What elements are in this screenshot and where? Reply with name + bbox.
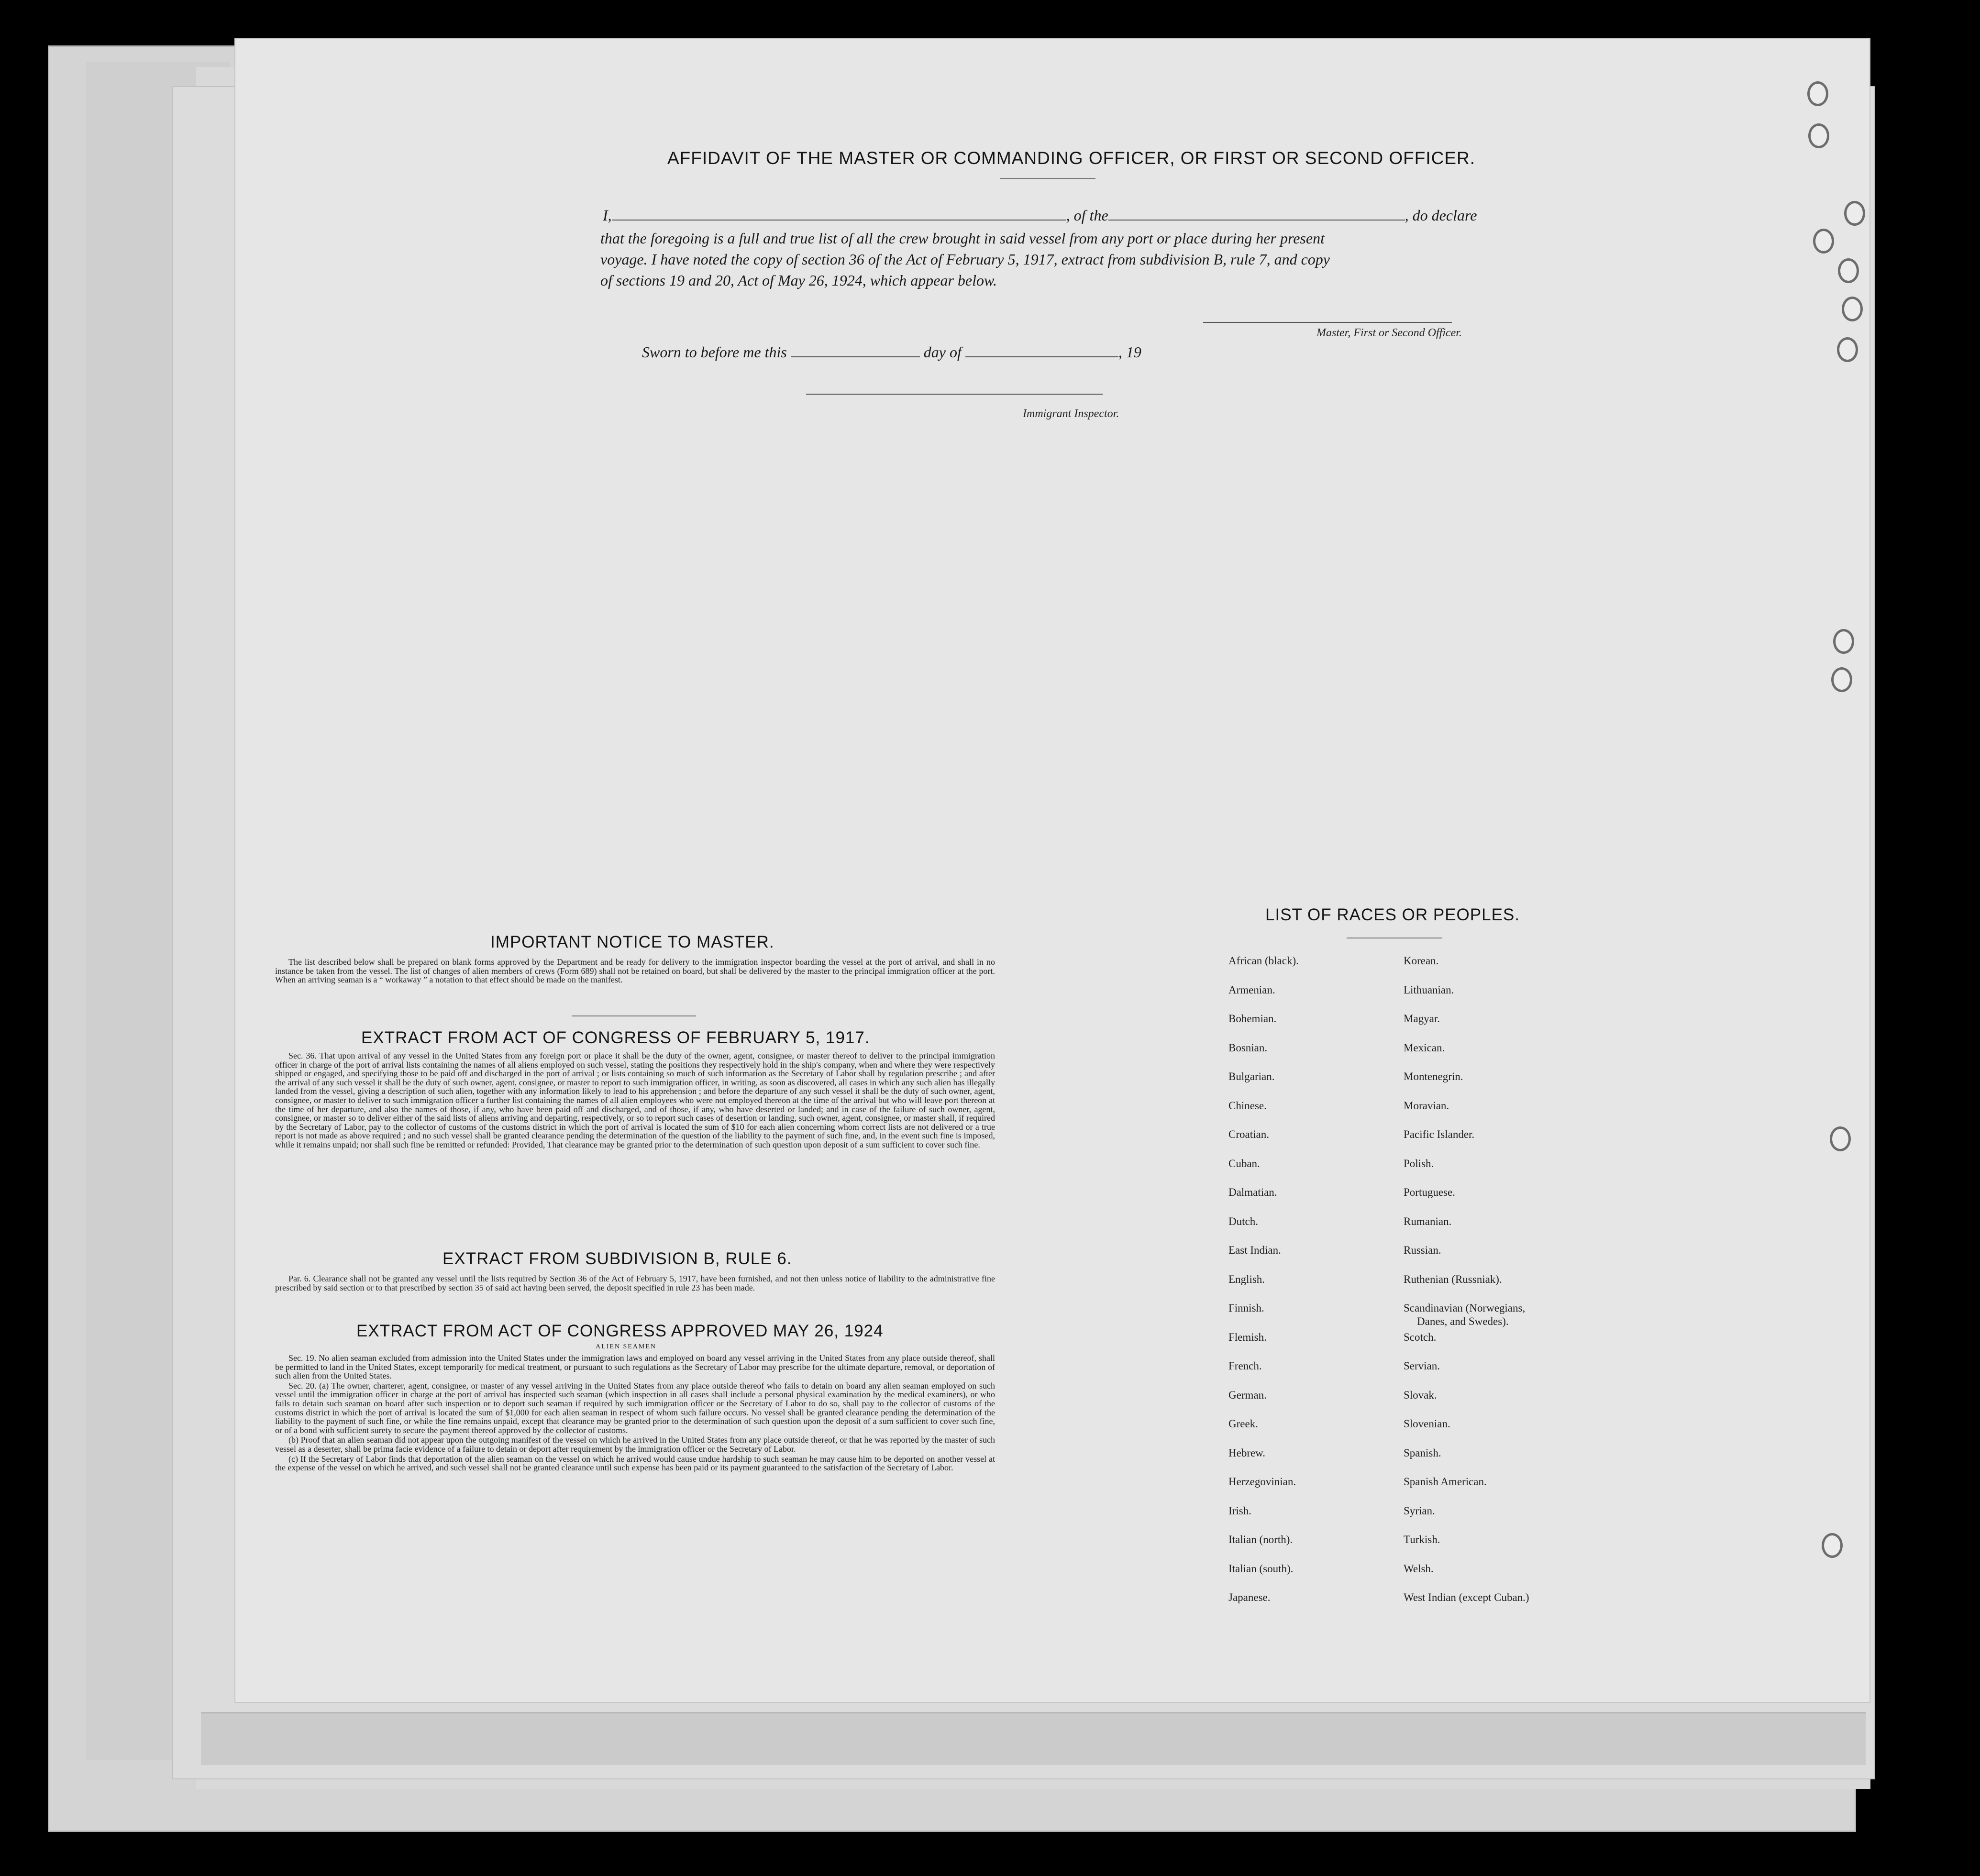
race-item: East Indian.: [1228, 1244, 1281, 1256]
section-20a-paragraph: Sec. 20. (a) The owner, charterer, agent, consignee, or master of any vessel arriving in the United States from any place outside thereof who fails to detain on board any alien seaman employed on such vessel until the immigration officer in charge at the port of arrival has inspected such seaman (which inspection in all cases shall include a personal physical examination by the medical examiners), or who fails to detain such seaman on board after such inspection or to deport such seaman if required by such immigration officer or the Secretary of Labor to do so, shall pay to the collector of customs of the customs district in which the port of arrival is located the sum of $1,000 for each alien seaman in respect of whom such failure occurs. No vessel shall be granted clearance pending the determination of the liability to the payment of such fine, or while the fine remains unpaid, except that clearance may be granted prior to the determination of such question upon the deposit of a sum sufficient to cover such fine, or of a bond with sufficient surety to secure the payment thereof approved by the collector of customs.: [275, 1380, 995, 1435]
race-item: Slovenian.: [1404, 1418, 1450, 1430]
inspector-label: Immigrant Inspector.: [1023, 408, 1119, 420]
alien-seamen-heading: ALIEN SEAMEN: [596, 1343, 657, 1350]
race-item: Scotch.: [1404, 1331, 1437, 1343]
race-item: English.: [1228, 1273, 1265, 1285]
section-36-paragraph: Sec. 36. That upon arrival of any vessel in the United States from any foreign port or place it shall be the duty of the owner, agent, consignee, or master thereof to deliver to the principal immigration officer in charge of the port of arrival lists containing the names of all aliens employed on such vessel, stating the positions they respectively hold in the ship's company, when and where they were respectively shipped or engaged, and specifying those to be paid off and discharged in the port of arrival ; or lists containing so much of such information as the Secretary of Labor shall by regulation prescribe ; and after the arrival of any such vessel it shall be the duty of such owner, agent, consignee, or master to report to such immigration officer, in writing, as soon as discovered, all cases in which any such alien has illegally landed from the vessel, giving a description of such alien, together with any information likely to lead to his apprehension ; and before the departure of any such vessel it shall be the duty of such owner, agent, consignee, or master to deliver to such immigration officer a further list containing the names of all alien employees who were not employed thereon at the time of the arrival but who will leave port thereon at the time of her departure, and also the names of those, if any, who have been paid off and discharged, and of those, if any, who have deserted or landed; and in case of the failure of such owner, agent, consignee, or master so to deliver either of the said lists of aliens arriving and departing, respectively, or so to report such cases of desertion or landing, such owner, agent, consignee, or master shall, if required by the Secretary of Labor, pay to the collector of customs of the customs district in which the port of arrival is located the sum of $10 for each alien concerning whom correct lists are not delivered or a true report is not made as above required ; and no such vessel shall be granted clearance pending the determination of the question of the liability to the payment of such fine, and, in the event such fine is imposed, while it remains unpaid; nor shall such fine be remitted or refunded: Provided, That clearance may be granted prior to the determination of such question upon deposit of a sum sufficient to cover such fine.: [275, 1051, 995, 1149]
notice-text: [275, 958, 995, 985]
race-item: Welsh.: [1404, 1562, 1434, 1575]
binder-hole: [1833, 629, 1854, 654]
subdivision-title: EXTRACT FROM SUBDIVISION B, RULE 6.: [442, 1249, 792, 1268]
affidavit-line-2: that the foregoing is a full and true list of all the crew brought in said vessel from any port or place during her present: [600, 230, 1325, 247]
extract-1924-title: EXTRACT FROM ACT OF CONGRESS APPROVED MAY 26, 1924: [356, 1322, 884, 1340]
month-blank: [965, 345, 1118, 357]
race-item: Mexican.: [1404, 1041, 1445, 1054]
race-item: African (black).: [1228, 955, 1299, 967]
signature-line: [1203, 322, 1452, 323]
race-item: Armenian.: [1228, 983, 1275, 996]
race-item: Herzegovinian.: [1228, 1476, 1296, 1488]
affidavit-line-1: [603, 207, 1477, 224]
race-item: Rumanian.: [1404, 1215, 1452, 1227]
race-item: Hebrew.: [1228, 1446, 1266, 1459]
race-item: Irish.: [1228, 1504, 1251, 1517]
race-item: Lithuanian.: [1404, 983, 1454, 996]
extract-1917-title: EXTRACT FROM ACT OF CONGRESS OF FEBRUARY 5, 1917.: [361, 1028, 870, 1047]
section-19-paragraph: Sec. 19. No alien seaman excluded from admission into the United States under the immigration laws and employed on board any vessel arriving in the United States from any place outside thereof, shall be permitted to land in the United States, except temporarily for medical treatment, or pursuant to such regulations as the Secretary of Labor may prescribe for the ultimate departure, removal, or deportation of such alien from the United States.: [275, 1353, 995, 1381]
races-column-1: [1228, 955, 1299, 1621]
race-item: Bosnian.: [1228, 1041, 1268, 1054]
binder-hole: [1808, 123, 1829, 148]
notice-paragraph: The list described below shall be prepared on blank forms approved by the Department and be ready for delivery to the immigration inspector boarding the vessel at the port of arrival, and shall in no instance be taken from the vessel. The list of changes of alien members of crews (Form 689) shall not be retained on board, but shall be delivered by the master to the principal immigration officer at the port. When an arriving seaman is a “ workaway ” a notation to that effect should be made on the manifest.: [275, 957, 995, 985]
day-blank: [791, 345, 920, 357]
race-item: Moravian.: [1404, 1099, 1449, 1112]
binder-hole: [1822, 1533, 1843, 1558]
extract-1917-text: [275, 1051, 995, 1150]
race-item: Bohemian.: [1228, 1013, 1277, 1025]
section-rule: [572, 1015, 696, 1016]
race-item: West Indian (except Cuban.): [1404, 1591, 1529, 1603]
race-item: Portuguese.: [1404, 1186, 1455, 1198]
race-item: Finnish.: [1228, 1302, 1264, 1314]
title-rule: [1000, 178, 1095, 179]
race-item: Korean.: [1404, 955, 1439, 967]
underlying-sheet-bottom-edge: [201, 1712, 1866, 1765]
race-item: Italian (south).: [1228, 1562, 1294, 1575]
race-item: Magyar.: [1404, 1013, 1440, 1025]
race-item: Slovak.: [1404, 1389, 1437, 1401]
race-item: Polish.: [1404, 1157, 1434, 1170]
race-item: Dutch.: [1228, 1215, 1258, 1227]
races-column-2: [1404, 955, 1529, 1621]
race-item: Ruthenian (Russniak).: [1404, 1273, 1502, 1285]
sworn-line: [642, 343, 1141, 361]
binder-hole: [1844, 201, 1865, 226]
sworn-text-1: Sworn to before me this: [642, 343, 787, 361]
race-item: Flemish.: [1228, 1331, 1267, 1343]
sworn-text-2: day of: [923, 343, 962, 361]
name-blank: [612, 208, 1066, 221]
binder-hole: [1830, 1126, 1851, 1151]
race-item: Bulgarian.: [1228, 1070, 1275, 1082]
race-item: Italian (north).: [1228, 1534, 1293, 1545]
sworn-text-3: , 19: [1118, 343, 1141, 361]
binder-hole: [1838, 258, 1859, 283]
subdivision-text: [275, 1274, 995, 1293]
par-6-paragraph: Par. 6. Clearance shall not be granted any vessel until the lists required by Section 36 of the Act of February 5, 1917, have been furnished, and not then unless notice of liability to the administrative fine prescribed by said section or to that prescribed by section 35 of said act having been served, the deposit specified in rule 23 has been made.: [275, 1274, 995, 1292]
race-item: Spanish.: [1404, 1446, 1441, 1459]
section-20c-paragraph: (c) If the Secretary of Labor finds that deportation of the alien seaman on the vessel on which he arrived would cause undue hardship to such seaman he may cause him to be deported on another vessel at the expense of the vessel on which he arrived, and such vessel shall not be granted clearance until such expense has been paid or its payment guaranteed to the satisfaction of the Secretary of Labor.: [275, 1454, 995, 1473]
race-item: Servian.: [1404, 1360, 1440, 1372]
section-20b-paragraph: (b) Proof that an alien seaman did not appear upon the outgoing manifest of the vessel on which he arrived in the United States from any place outside thereof, or that he was reported by the master of such vessel as a deserter, shall be prima facie evidence of a failure to detain or deport after requirement by the immigration officer or the Secretary of Labor.: [275, 1435, 995, 1454]
affidavit-title: AFFIDAVIT OF THE MASTER OR COMMANDING OFFICER, OR FIRST OR SECOND OFFICER.: [667, 148, 1476, 168]
affidavit-of-the: , of the: [1066, 207, 1108, 224]
signature-label: Master, First or Second Officer.: [1316, 327, 1462, 339]
notice-title: IMPORTANT NOTICE TO MASTER.: [490, 933, 774, 951]
inspector-signature-line: [806, 394, 1103, 395]
race-item: Turkish.: [1404, 1534, 1440, 1545]
race-item: Pacific Islander.: [1404, 1128, 1475, 1140]
race-item: Dalmatian.: [1228, 1186, 1277, 1198]
race-item: Greek.: [1228, 1418, 1258, 1430]
race-item: Montenegrin.: [1404, 1070, 1463, 1082]
race-item: Croatian.: [1228, 1128, 1269, 1140]
races-title: LIST OF RACES OR PEOPLES.: [1265, 905, 1520, 924]
affidavit-i: I,: [603, 207, 612, 224]
extract-1924-text: [275, 1354, 995, 1473]
binder-hole: [1813, 229, 1834, 254]
affidavit-line-3: voyage. I have noted the copy of section 36 of the Act of February 5, 1917, extract from subdivision B, rule 7, and copy: [600, 251, 1330, 268]
binder-hole: [1831, 667, 1852, 692]
race-item: Spanish American.: [1404, 1476, 1487, 1488]
race-item: Syrian.: [1404, 1504, 1435, 1517]
race-item: Japanese.: [1228, 1591, 1271, 1603]
race-item: Russian.: [1404, 1244, 1441, 1256]
binder-hole: [1807, 81, 1828, 106]
race-item: German.: [1228, 1389, 1267, 1401]
race-item: Danes, and Swedes).: [1417, 1315, 1509, 1327]
race-item: Cuban.: [1228, 1157, 1260, 1170]
affidavit-line-4: of sections 19 and 20, Act of May 26, 1924, which appear below.: [600, 272, 997, 289]
race-item: Chinese.: [1228, 1099, 1267, 1112]
race-item: Scandinavian (Norwegians,: [1404, 1302, 1526, 1314]
race-item: French.: [1228, 1360, 1262, 1372]
affidavit-declare: , do declare: [1405, 207, 1477, 224]
binder-hole: [1842, 297, 1863, 321]
binder-hole: [1837, 337, 1858, 362]
vessel-blank: [1108, 208, 1405, 221]
